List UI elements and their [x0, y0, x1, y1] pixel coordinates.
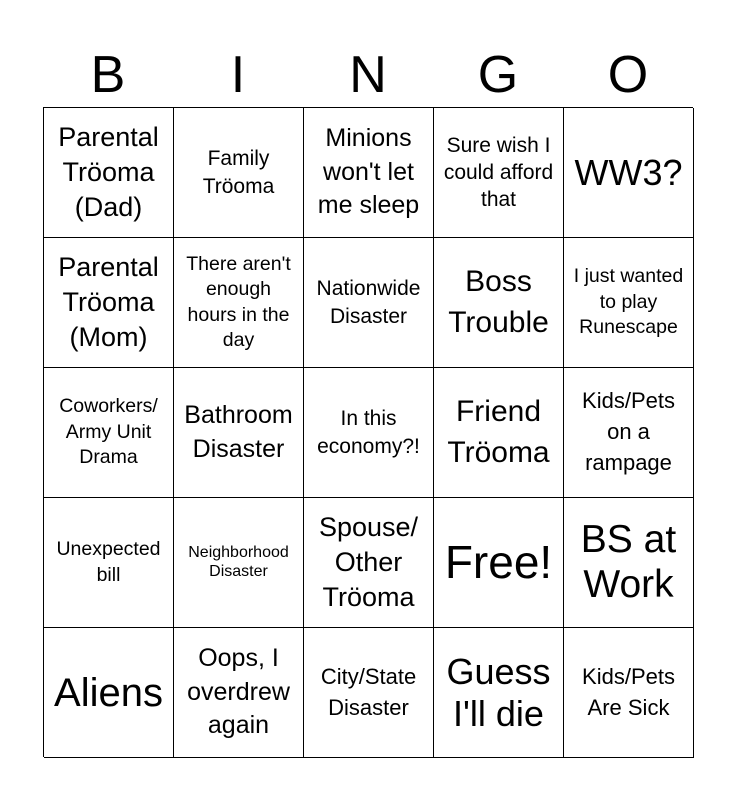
bingo-cell-r1c3[interactable]: Minions won't let me sleep [304, 108, 434, 238]
bingo-cell-r5c1[interactable]: Aliens [44, 628, 174, 758]
bingo-cell-r2c4[interactable]: Boss Trouble [434, 238, 564, 368]
bingo-cell-r3c4[interactable]: Friend Tröoma [434, 368, 564, 498]
bingo-cell-r4c2[interactable]: Neighborhood Disaster [174, 498, 304, 628]
bingo-cell-r2c1[interactable]: Parental Tröoma (Mom) [44, 238, 174, 368]
header-letter-o: O [607, 46, 649, 104]
bingo-grid [43, 107, 693, 757]
bingo-cell-r1c2[interactable]: Family Tröoma [174, 108, 304, 238]
bingo-cell-r2c2[interactable]: There aren't enough hours in the day [174, 238, 304, 368]
header-letter-g: G [477, 46, 519, 104]
bingo-cell-r1c1[interactable]: Parental Tröoma (Dad) [44, 108, 174, 238]
header-letter-i: I [230, 46, 246, 104]
header-letter-n: N [349, 46, 387, 104]
header-letter-b: B [90, 46, 126, 104]
bingo-header [43, 45, 693, 105]
bingo-cell-r4c1[interactable]: Unexpected bill [44, 498, 174, 628]
bingo-cell-r5c4[interactable]: Guess I'll die [434, 628, 564, 758]
bingo-cell-r1c5[interactable]: WW3? [564, 108, 694, 238]
bingo-cell-r1c4[interactable]: Sure wish I could afford that [434, 108, 564, 238]
bingo-cell-r3c3[interactable]: In this economy?! [304, 368, 434, 498]
bingo-cell-r4c5[interactable]: BS at Work [564, 498, 694, 628]
bingo-cell-r5c3[interactable]: City/State Disaster [304, 628, 434, 758]
bingo-cell-r3c1[interactable]: Coworkers/ Army Unit Drama [44, 368, 174, 498]
bingo-cell-r2c3[interactable]: Nationwide Disaster [304, 238, 434, 368]
bingo-cell-r3c5[interactable]: Kids/Pets on a rampage [564, 368, 694, 498]
bingo-cell-r5c2[interactable]: Oops, I overdrew again [174, 628, 304, 758]
bingo-cell-r4c3[interactable]: Spouse/ Other Tröoma [304, 498, 434, 628]
bingo-cell-r5c5[interactable]: Kids/Pets Are Sick [564, 628, 694, 758]
bingo-cell-r4c4[interactable]: Free! [434, 498, 564, 628]
bingo-cell-r3c2[interactable]: Bathroom Disaster [174, 368, 304, 498]
bingo-cell-r2c5[interactable]: I just wanted to play Runescape [564, 238, 694, 368]
